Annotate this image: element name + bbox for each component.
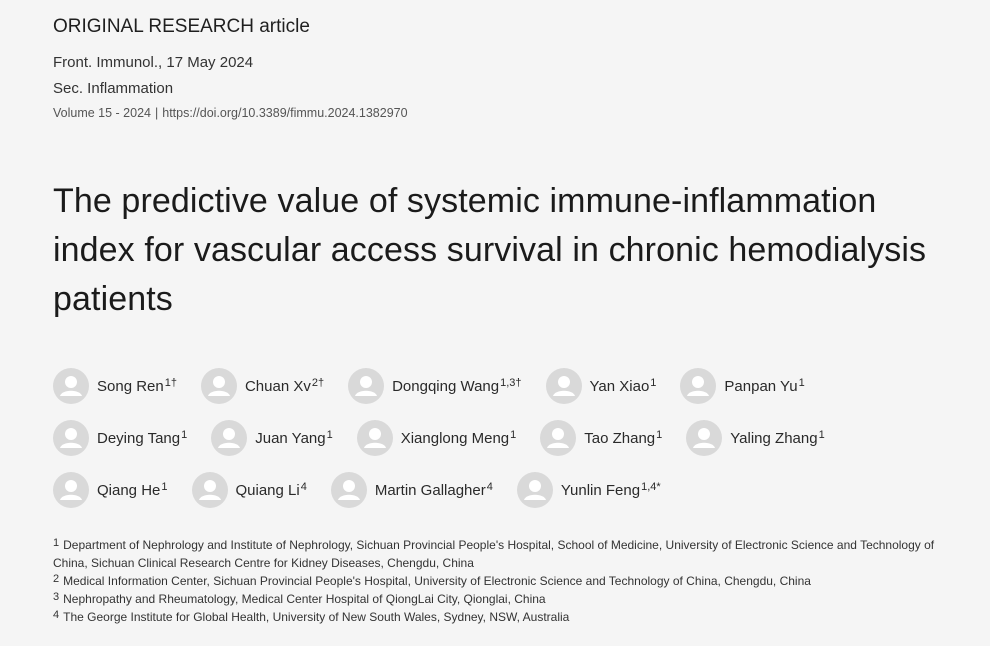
separator: | — [155, 106, 159, 120]
author[interactable] — [546, 368, 657, 404]
user-avatar-icon — [53, 472, 89, 508]
author-list — [53, 368, 953, 524]
affiliation-text: Department of Nephrology and Institute of Nephrology, Sichuan Provincial People's Hospital, School of Medicine, University of Electronic Science and Technology of China, Sichuan Clinical Research Centre for Kidney Diseases, Chengdu, China — [53, 538, 935, 570]
affiliation-text: Medical Information Center, Sichuan Provincial People's Hospital, University of Electronic Science and Technology of China, Chengdu, China — [63, 574, 811, 588]
author-affiliation-ref: 1 — [161, 481, 168, 493]
author-row — [53, 420, 953, 456]
user-avatar-icon — [686, 420, 722, 456]
author[interactable] — [53, 420, 187, 456]
author-affiliation-ref: 1 — [818, 429, 825, 441]
author[interactable] — [53, 368, 177, 404]
author-name: Song Ren — [97, 377, 164, 395]
author[interactable] — [53, 472, 168, 508]
author-affiliation-ref: 1,4* — [641, 481, 661, 493]
affiliation-number: 4 — [53, 609, 60, 621]
author-name: Quiang Li — [235, 481, 300, 499]
affiliation — [53, 590, 953, 608]
author-name: Yaling Zhang — [730, 429, 818, 447]
doi-link[interactable]: https://doi.org/10.3389/fimmu.2024.1382970 — [162, 106, 408, 120]
journal-section[interactable] — [53, 80, 173, 97]
affiliation — [53, 572, 953, 590]
user-avatar-icon — [211, 420, 247, 456]
user-avatar-icon — [517, 472, 553, 508]
author-affiliation-ref: 1 — [798, 377, 805, 389]
author-row — [53, 368, 953, 404]
author-name: Panpan Yu — [724, 377, 798, 395]
author-affiliation-ref: 1 — [650, 377, 657, 389]
user-avatar-icon — [546, 368, 582, 404]
author-affiliation-ref: 1 — [656, 429, 663, 441]
author-name: Qiang He — [97, 481, 161, 499]
user-avatar-icon — [540, 420, 576, 456]
author[interactable] — [540, 420, 662, 456]
user-avatar-icon — [201, 368, 237, 404]
affiliation-number: 2 — [53, 573, 60, 585]
volume-doi-line — [53, 106, 408, 120]
affiliation-list — [53, 536, 953, 626]
article-title: The predictive value of systemic immune-inflammation index for vascular access survival in chronic hemodialysis patients — [53, 182, 927, 318]
author-name: Xianglong Meng — [400, 429, 510, 447]
author-affiliation-ref: 1,3† — [500, 377, 522, 389]
user-avatar-icon — [680, 368, 716, 404]
author[interactable] — [348, 368, 521, 404]
author-name: Chuan Xv — [244, 377, 311, 395]
volume-label: Volume 15 - 2024 — [53, 106, 151, 120]
author-name: Martin Gallagher — [374, 481, 486, 499]
affiliation-number: 3 — [53, 591, 60, 603]
user-avatar-icon — [192, 472, 228, 508]
author-affiliation-ref: 1 — [326, 429, 333, 441]
affiliation — [53, 536, 953, 572]
journal-citation: Front. Immunol., 17 May 2024 — [53, 54, 254, 71]
affiliation — [53, 608, 953, 626]
author-name: Yan Xiao — [589, 377, 650, 395]
author-affiliation-ref: 4 — [486, 481, 493, 493]
author[interactable] — [211, 420, 332, 456]
section-label[interactable]: Sec. Inflammation — [53, 80, 174, 97]
author-affiliation-ref: 4 — [300, 481, 307, 493]
author-affiliation-ref: 1 — [510, 429, 517, 441]
user-avatar-icon — [357, 420, 393, 456]
author-name: Dongqing Wang — [392, 377, 500, 395]
author-name: Tao Zhang — [584, 429, 656, 447]
user-avatar-icon — [53, 420, 89, 456]
article-type: ORIGINAL RESEARCH article — [53, 16, 310, 37]
affiliation-text: The George Institute for Global Health, University of New South Wales, Sydney, NSW, Australia — [63, 610, 570, 624]
author[interactable] — [331, 472, 493, 508]
author-name: Deying Tang — [97, 429, 181, 447]
author[interactable] — [680, 368, 804, 404]
author-affiliation-ref: 1† — [164, 377, 177, 389]
author-affiliation-ref: 1 — [181, 429, 188, 441]
author[interactable] — [517, 472, 661, 508]
author[interactable] — [201, 368, 324, 404]
author-affiliation-ref: 2† — [311, 377, 325, 389]
author-name: Juan Yang — [255, 429, 326, 447]
user-avatar-icon — [348, 368, 384, 404]
user-avatar-icon — [331, 472, 367, 508]
author[interactable] — [686, 420, 824, 456]
author-name: Yunlin Feng — [560, 481, 641, 499]
affiliation-number: 1 — [53, 537, 60, 549]
affiliation-text: Nephropathy and Rheumatology, Medical Center Hospital of QiongLai City, Qionglai, China — [63, 592, 546, 606]
author-row — [53, 472, 953, 508]
author[interactable] — [192, 472, 307, 508]
user-avatar-icon — [53, 368, 89, 404]
author[interactable] — [357, 420, 517, 456]
